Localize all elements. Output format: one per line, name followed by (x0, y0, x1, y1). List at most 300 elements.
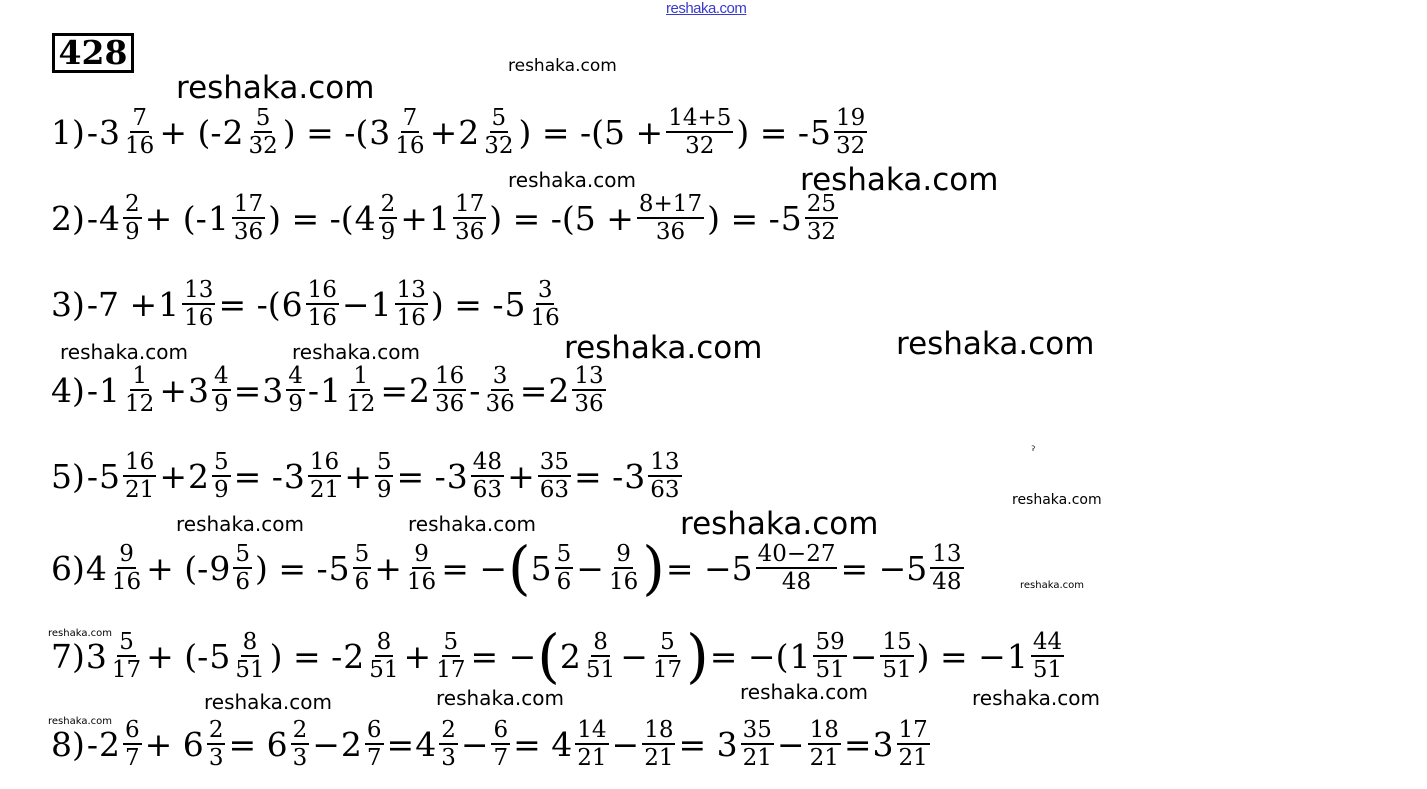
fraction (756, 541, 838, 595)
fraction (433, 363, 466, 417)
mixed-number (409, 363, 468, 417)
mixed-number (373, 449, 396, 503)
fraction (246, 105, 279, 159)
whole-part: 5 (209, 636, 231, 676)
mixed-number (371, 277, 430, 331)
site-link[interactable]: reshaka.com (666, 0, 747, 17)
denominator: 51 (882, 657, 912, 683)
whole-part: 4 (354, 198, 376, 238)
mixed-number (489, 717, 512, 771)
mixed-number (664, 105, 735, 159)
denominator: 16 (608, 569, 639, 595)
math-text: - (86, 370, 99, 410)
math-text: = 3 (678, 724, 738, 764)
numerator: 1 (132, 363, 147, 389)
math-text: - (307, 370, 320, 410)
mixed-number (649, 629, 686, 683)
denominator: 32 (806, 219, 837, 245)
denominator: 7 (125, 745, 140, 771)
numerator: 59 (815, 629, 845, 655)
denominator: 21 (809, 745, 839, 771)
mixed-number (86, 541, 145, 595)
large-parenthesis: ) (642, 534, 665, 602)
fraction (439, 717, 458, 771)
mixed-number (86, 629, 145, 683)
whole-part: 1 (207, 198, 229, 238)
mixed-number (222, 105, 281, 159)
math-text: − (849, 636, 878, 676)
numerator: 5 (660, 629, 675, 655)
stray-mark: ˀ (1031, 444, 1036, 458)
denominator: 63 (650, 477, 680, 503)
mixed-number (209, 629, 268, 683)
whole-part: 1 (158, 284, 180, 324)
math-text: − (620, 636, 648, 676)
numerator: 8 (242, 629, 258, 655)
numerator: 16 (307, 277, 337, 303)
denominator: 36 (574, 391, 604, 417)
numerator: 2 (380, 191, 396, 217)
denominator: 63 (539, 477, 569, 503)
denominator: 16 (530, 305, 560, 331)
fraction (344, 363, 377, 417)
math-text: = −5 (840, 548, 928, 588)
numerator: 5 (235, 541, 250, 567)
denominator: 16 (125, 133, 155, 159)
mixed-number (536, 449, 573, 503)
math-text: + (- (159, 112, 222, 152)
math-text: + (- (144, 198, 207, 238)
mixed-number (99, 449, 158, 503)
math-text: + 6 (144, 724, 204, 764)
denominator: 6 (556, 569, 572, 595)
mixed-number (329, 541, 374, 595)
whole-part: 2 (187, 456, 209, 496)
numerator: 9 (414, 541, 429, 567)
whole-part: 6 (281, 284, 303, 324)
problem-number: 428 (52, 33, 134, 73)
math-text: = −5 (665, 548, 753, 588)
whole-part: 3 (85, 636, 107, 676)
mixed-number (560, 629, 619, 683)
whole-part: 5 (780, 198, 802, 238)
whole-part: 2 (343, 636, 365, 676)
denominator: 6 (354, 569, 370, 595)
denominator: 51 (815, 657, 845, 683)
whole-part: 2 (222, 112, 244, 152)
watermark-text: reshaka.com (972, 686, 1100, 710)
numerator: 14+5 (668, 105, 732, 131)
denominator: 3 (441, 745, 456, 771)
whole-part: 4 (99, 198, 121, 238)
numerator: 17 (233, 191, 264, 217)
mixed-number (781, 191, 840, 245)
watermark-text: reshaka.com (436, 686, 564, 710)
fraction (123, 449, 156, 503)
denominator: 9 (380, 219, 396, 245)
denominator: 51 (1032, 657, 1063, 683)
denominator: 21 (577, 745, 607, 771)
whole-part: 2 (458, 112, 480, 152)
whole-part: 1 (320, 370, 342, 410)
denominator: 12 (125, 391, 155, 417)
numerator: 5 (213, 449, 229, 475)
watermark-text: reshaka.com (176, 512, 304, 536)
mixed-number (873, 717, 932, 771)
math-text: - (86, 724, 99, 764)
math-text: − (341, 284, 370, 324)
numerator: 18 (809, 717, 839, 743)
mixed-number (806, 717, 843, 771)
whole-part: 3 (283, 456, 305, 496)
denominator: 12 (346, 391, 376, 417)
math-text: = − (441, 548, 507, 588)
math-text: = 4 (513, 724, 573, 764)
math-text: ) = - (254, 548, 328, 588)
denominator: 36 (485, 391, 515, 417)
mixed-number (343, 629, 402, 683)
equation-row (50, 704, 932, 784)
denominator: 21 (742, 745, 772, 771)
denominator: 17 (652, 657, 683, 683)
mixed-number (403, 541, 440, 595)
denominator: 32 (248, 133, 278, 159)
whole-part: 3 (369, 112, 391, 152)
fraction (897, 717, 930, 771)
numerator: 25 (806, 191, 837, 217)
mixed-number (289, 717, 312, 771)
fraction (529, 277, 562, 331)
fraction (642, 717, 675, 771)
mixed-number (429, 191, 488, 245)
large-parenthesis: ( (508, 534, 531, 602)
numerator: 40−27 (757, 541, 836, 567)
watermark-text: reshaka.com (740, 680, 868, 704)
numerator: 13 (396, 277, 426, 303)
numerator: 9 (616, 541, 631, 567)
numerator: 8 (593, 629, 608, 655)
math-text: -7 + (86, 284, 158, 324)
denominator: 16 (406, 569, 437, 595)
fraction (453, 191, 486, 245)
denominator: 16 (396, 305, 426, 331)
denominator: 17 (436, 657, 466, 683)
math-text: + (- (146, 636, 209, 676)
numerator: 15 (882, 629, 912, 655)
numerator: 5 (491, 105, 507, 131)
whole-part: 2 (548, 370, 570, 410)
math-text: = - (233, 456, 283, 496)
fraction (375, 449, 394, 503)
equation-label: 8) (51, 724, 85, 764)
mixed-number (99, 717, 144, 771)
math-text: = - (574, 456, 624, 496)
fraction (367, 629, 400, 683)
numerator: 48 (472, 449, 503, 475)
mixed-number (158, 277, 217, 331)
numerator: 7 (402, 105, 418, 131)
equation-label: 5) (51, 456, 85, 496)
math-text: = −( (709, 636, 789, 676)
mixed-number (739, 717, 776, 771)
math-text: ) = -(5 + (518, 112, 664, 152)
fraction (930, 541, 963, 595)
mixed-number (481, 363, 518, 417)
denominator: 16 (395, 133, 425, 159)
numerator: 4 (288, 363, 303, 389)
fraction (483, 363, 516, 417)
math-text: ) = - (736, 112, 810, 152)
mixed-number (369, 105, 428, 159)
math-text: + (159, 370, 187, 410)
fraction (1031, 629, 1064, 683)
mixed-number (282, 277, 341, 331)
numerator: 44 (1032, 629, 1063, 655)
mixed-number (878, 629, 915, 683)
numerator: 17 (454, 191, 485, 217)
math-text: = (233, 370, 262, 410)
equation-row (50, 436, 684, 516)
whole-part: 3 (624, 456, 646, 496)
fraction (637, 191, 704, 245)
denominator: 3 (208, 745, 224, 771)
numerator: 18 (644, 717, 674, 743)
math-text: − (576, 548, 604, 588)
whole-part: 1 (789, 636, 811, 676)
equation-row (50, 350, 608, 430)
mixed-number (789, 629, 848, 683)
watermark-text: reshaka.com (48, 628, 112, 639)
denominator: 17 (111, 657, 142, 683)
denominator: 21 (125, 477, 155, 503)
fraction (648, 449, 681, 503)
numerator: 6 (125, 717, 140, 743)
math-text: = 6 (228, 724, 288, 764)
math-text: - (86, 112, 99, 152)
mixed-number (640, 717, 677, 771)
numerator: 17 (898, 717, 928, 743)
numerator: 13 (932, 541, 962, 567)
denominator: 36 (435, 391, 465, 417)
numerator: 35 (539, 449, 569, 475)
whole-part: 3 (446, 456, 468, 496)
fraction (555, 541, 574, 595)
fraction (232, 191, 265, 245)
fraction (607, 541, 640, 595)
denominator: 63 (472, 477, 503, 503)
whole-part: 1 (99, 370, 121, 410)
fraction (110, 541, 143, 595)
mixed-number (99, 363, 158, 417)
whole-part: 1 (1006, 636, 1028, 676)
denominator: 21 (898, 745, 928, 771)
math-text: = (386, 724, 415, 764)
math-text: - (86, 198, 99, 238)
whole-part: 4 (85, 548, 107, 588)
mixed-number (341, 717, 386, 771)
math-text: = (380, 370, 408, 410)
fraction (575, 717, 608, 771)
mixed-number (99, 105, 158, 159)
fraction (182, 277, 215, 331)
numerator: 5 (376, 449, 392, 475)
math-text: - (469, 370, 481, 410)
denominator: 6 (235, 569, 250, 595)
fraction (110, 629, 143, 683)
fraction (482, 105, 515, 159)
numerator: 5 (255, 105, 271, 131)
math-text: + (159, 456, 187, 496)
fraction (286, 363, 305, 417)
whole-part: 1 (370, 284, 392, 324)
whole-part: 3 (872, 724, 894, 764)
numerator: 13 (574, 363, 604, 389)
math-text: ) = - (269, 636, 343, 676)
mixed-number (548, 363, 607, 417)
equation-label: 2) (51, 198, 85, 238)
denominator: 9 (213, 391, 229, 417)
fraction (379, 191, 398, 245)
numerator: 2 (292, 717, 308, 743)
whole-part: 3 (187, 370, 209, 410)
math-text: - (86, 456, 99, 496)
large-parenthesis: ) (686, 622, 709, 690)
fraction (395, 277, 428, 331)
fraction (741, 717, 774, 771)
equation-row (50, 264, 564, 344)
mixed-number (209, 541, 254, 595)
fraction (212, 363, 231, 417)
fraction (572, 363, 605, 417)
math-text: = - (396, 456, 446, 496)
equation-row (50, 528, 966, 608)
math-text: ) = -( (268, 198, 354, 238)
fraction (123, 191, 142, 245)
fraction (666, 105, 733, 159)
math-text: ) = -( (282, 112, 369, 152)
math-text: ) = - (707, 198, 780, 238)
mixed-number (432, 629, 469, 683)
math-text: ) = - (430, 284, 504, 324)
math-text: = -( (218, 284, 281, 324)
denominator: 21 (644, 745, 674, 771)
numerator: 6 (493, 717, 509, 743)
math-text: = (843, 724, 872, 764)
math-text: + (507, 456, 535, 496)
fraction (207, 717, 226, 771)
whole-part: 5 (328, 548, 350, 588)
fraction (471, 449, 504, 503)
mixed-number (262, 363, 307, 417)
numerator: 8 (376, 629, 392, 655)
mixed-number (635, 191, 706, 245)
fraction (808, 717, 841, 771)
denominator: 36 (655, 219, 686, 245)
mixed-number (754, 541, 840, 595)
mixed-number (810, 105, 869, 159)
whole-part: 2 (409, 370, 430, 410)
fraction (880, 629, 913, 683)
mixed-number (284, 449, 343, 503)
fraction (805, 191, 838, 245)
denominator: 51 (585, 657, 616, 683)
whole-part: 9 (209, 548, 231, 588)
mixed-number (573, 717, 610, 771)
numerator: 13 (650, 449, 680, 475)
fraction (123, 717, 142, 771)
numerator: 3 (492, 363, 508, 389)
large-parenthesis: ( (537, 622, 560, 690)
watermark-text: reshaka.com (508, 168, 636, 192)
watermark-text: reshaka.com (204, 690, 332, 714)
watermark-text: reshaka.com (800, 162, 999, 198)
mixed-number (1007, 629, 1066, 683)
mixed-number (605, 541, 642, 595)
math-text: − (312, 724, 340, 764)
mixed-number (355, 191, 400, 245)
numerator: 19 (836, 105, 866, 131)
denominator: 51 (235, 657, 265, 683)
denominator: 16 (307, 305, 337, 331)
numerator: 2 (125, 191, 140, 217)
whole-part: 3 (99, 112, 121, 152)
watermark-text: reshaka.com (680, 506, 879, 542)
mixed-number (188, 363, 233, 417)
mixed-number (505, 277, 564, 331)
math-text: ) = -(5 + (489, 198, 634, 238)
fraction (308, 449, 341, 503)
mixed-number (624, 449, 683, 503)
denominator: 51 (369, 657, 399, 683)
numerator: 3 (537, 277, 553, 303)
watermark-text: reshaka.com (60, 340, 188, 364)
fraction (393, 105, 426, 159)
equation-label: 4) (51, 370, 85, 410)
watermark-text: reshaka.com (1012, 492, 1102, 508)
fraction (651, 629, 684, 683)
watermark-text: reshaka.com (292, 340, 420, 364)
numerator: 14 (577, 717, 607, 743)
fraction (584, 629, 617, 683)
denominator: 32 (685, 133, 715, 159)
denominator: 48 (781, 569, 812, 595)
math-text: + (403, 636, 432, 676)
math-text: − (776, 724, 805, 764)
math-text: + (429, 112, 458, 152)
numerator: 1 (353, 363, 369, 389)
watermark-text: reshaka.com (564, 330, 763, 366)
whole-part: 1 (428, 198, 450, 238)
numerator: 5 (354, 541, 370, 567)
denominator: 7 (493, 745, 509, 771)
numerator: 35 (742, 717, 772, 743)
mixed-number (205, 717, 228, 771)
denominator: 36 (454, 219, 485, 245)
denominator: 9 (213, 477, 229, 503)
mixed-number (928, 541, 965, 595)
denominator: 48 (932, 569, 962, 595)
math-text: ) = − (916, 636, 1006, 676)
mixed-number (208, 191, 267, 245)
fraction (834, 105, 867, 159)
whole-part: 2 (99, 724, 121, 764)
whole-part: 2 (559, 636, 581, 676)
equation-label: 7) (51, 636, 85, 676)
denominator: 3 (292, 745, 308, 771)
math-text: = − (470, 636, 537, 676)
equation-row (50, 92, 869, 172)
whole-part: 4 (415, 724, 437, 764)
